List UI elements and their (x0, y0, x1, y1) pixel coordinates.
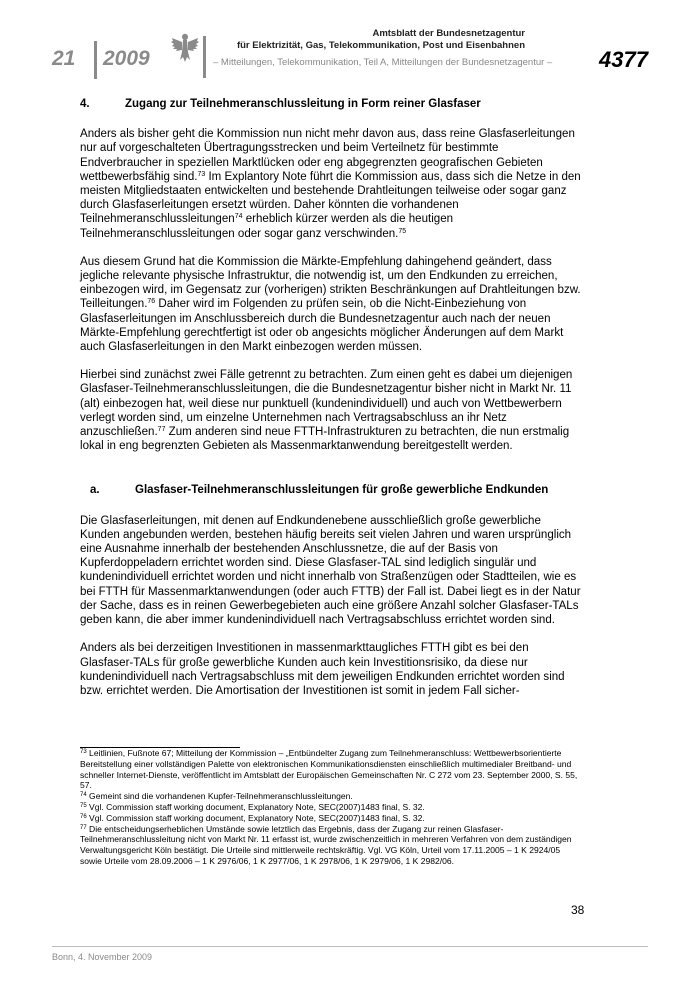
footnote (80, 813, 582, 824)
footer-date: Bonn, 4. November 2009 (52, 952, 153, 962)
footnote-mark: 73 (80, 749, 87, 755)
footnote (80, 802, 582, 813)
footnote (80, 824, 582, 867)
paragraph (80, 255, 582, 354)
issue-number: 21 (52, 47, 76, 70)
paragraph (80, 368, 582, 453)
footnote-mark: 75 (80, 802, 87, 809)
footnote-text: Leitlinien, Fußnote 67; Mitteilung der Kommission – „Entbündelter Zugang zum Teilnehmeranschluss: Wettbewerbsorientierte Bereitstellung einer vollständigen Palette von elektronischen Kommunikationsdiensten einschließlich multimedialer Breitband- und schneller Internet-Dienste, veröffentlicht im Amtsblatt der Europäischen Gemeinschaften Nr. C 272 vom 23. September 2000, S. 55, 57. (80, 748, 578, 791)
paragraph: Die Glasfaserleitungen, mit denen auf Endkundenebene ausschließlich große gewerbliche Kunden angebunden werden, bestehen häufig bereits seit vielen Jahren und waren ursprünglich eine Ausnahme innerhalb der bestehenden Anschlussnetze, die auf der Basis von Kupferdoppeladern errichtet worden sind. Diese Glasfaser-TAL sind lediglich singulär und kundenindividuell errichtet worden und nicht innerhalb von Straßenzügen oder Stadtteilen, wie es bei FTTH für Massenmarktanwendungen (oder auch FTTB) der Fall ist. Dabei liegt es in der Natur der Sache, dass es in reinen Gewerbegebieten auch eine größere Anzahl solcher Glasfaser-TALs geben kann, die aber immer kundenindividuell nach Vertragsabschluss errichtet worden sind. (80, 514, 581, 627)
footnote-ref: 74 (234, 213, 243, 221)
footnote (80, 748, 582, 791)
section-title: Zugang zur Teilnehmeranschlussleitung in Form reiner Glasfaser (125, 98, 481, 110)
paragraph-text: erheblich kürzer werden als die heutigen Teilnehmeranschlussleitungen oder sogar ganz verschwinden. (80, 213, 454, 240)
paragraph-text: Hierbei sind zunächst zwei Fälle getrennt zu betrachten. Zum einen geht es dabei um diejenigen Glasfaser-Teilnehmeranschlussleitungen, die die Bundesnetzagentur bisher nicht in Markt Nr. 11 (alt) einbezogen hat, weil diese nur punktuell (kundenindividuell) und auch von Wettbewerbern verlegt worden sind, um einzelne Unternehmen nach Vertragsabschluss an ihr Netz anzuschließen. (80, 369, 573, 439)
footnote-ref: 77 (157, 426, 166, 434)
footnote-text: Die entscheidungserheblichen Umstände sowie letztlich das Ergebnis, dass der Zugang zur reinen Glasfaser-Teilnehmeranschlussleitung nicht von Markt Nr. 11 erfasst ist, wurde zwischenzeitlich in mehreren Verfahren von dem zuständigen Verwaltungsgericht Köln bestätigt. Die Urteile sind mittlerweile rechtskräftig. Vgl. VG Köln, Urteil vom 17.11.2005 – 1 K 2924/05 sowie Urteile vom 28.09.2006 – 1 K 2976/06, 1 K 2977/06, 1 K 2978/06, 1 K 2979/06, 1 K 2982/06. (80, 823, 572, 866)
subsection-heading (90, 483, 582, 497)
publication-title-line2: für Elektrizität, Gas, Telekommunikation, Post und Eisenbahnen (236, 40, 525, 51)
paragraph: Anders als bei derzeitigen Investitionen in massenmarkttaugliches FTTH gibt es bei den Glasfaser-TALs für große gewerbliche Kunden auch kein Investitionsrisiko, da diese nur kundenindividuell nach Vertragsabschluss mit dem jeweiligen Endkunden errichtet worden sind bzw. errichtet werden. Die Amortisation der Investitionen ist somit in jedem Fall sicher- (80, 642, 565, 697)
publication-subtitle: – Mitteilungen, Telekommunikation, Teil A, Mitteilungen der Bundesnetzagentur – (213, 57, 553, 68)
footnote-text: Vgl. Commission staff working document, Explanatory Note, SEC(2007)1483 final, S. 32. (86, 812, 425, 823)
footnote-text: Vgl. Commission staff working document, Explanatory Note, SEC(2007)1483 final, S. 32. (86, 801, 425, 812)
footnote-ref: 75 (398, 227, 407, 235)
paragraph (80, 127, 582, 241)
paragraph-text: Aus diesem Grund hat die Kommission die Märkte-Empfehlung dahingehend geändert, dass jegliche relevante physische Infrastruktur, die notwendig ist, um den Endkunden zu erreichen, einbezogen wird, im Gegensatz zur (vorherigen) strikten Beschränkungen auf Drahtleitungen bzw. Teilleitungen. (80, 255, 581, 311)
footer-divider (52, 946, 648, 947)
paragraph-text: Daher wird im Folgenden zu prüfen sein, ob die Nicht-Einbeziehung von Glasfaserleitungen im Anschlussbereich durch die Bundesnetzagentur auch nach der neuen Märkte-Empfehlung gerechtfertigt ist oder ob angesichts möglicher Änderungen auf dem Markt auch Glasfaserleitungen in den Markt einbezogen werden müssen. (80, 298, 564, 354)
document-page-number: 38 (571, 903, 585, 917)
footnote-text: Gemeint sind die vorhandenen Kupfer-Teilnehmeranschlussleitungen. (86, 791, 353, 802)
page-header (0, 0, 700, 85)
footnotes (80, 748, 582, 867)
subsection-title: Glasfaser-Teilnehmeranschlussleitungen für große gewerbliche Endkunden (135, 484, 549, 497)
section-number: 4. (80, 98, 90, 110)
footnote (80, 791, 582, 802)
footnote-mark: 74 (80, 792, 87, 799)
paragraph-text: Zum anderen sind neue FTTH-Infrastrukturen zu betrachten, die nun erstmalig lokal in eng begrenzten Gebieten als Massenmarktanwendung bereitgestellt werden. (80, 426, 570, 453)
paragraph-text: Im Explantory Note führt die Kommission aus, dass sich die Netze in den meisten Mitgliedstaaten entwickelten und bestehende Drahtleitungen teilweise oder sogar ganz durch Glasfaserleitungen ersetzt würden. Daher könnten die vorhandenen Teilnehmeranschlussleitungen (80, 170, 581, 226)
page-number: 4377 (599, 47, 648, 72)
footnote-ref: 76 (147, 298, 156, 306)
footnote-ref: 73 (197, 170, 206, 178)
subsection-number: a. (90, 484, 100, 497)
header-divider (94, 41, 97, 79)
footnote-mark: 77 (80, 824, 87, 831)
footnote-mark: 76 (80, 813, 87, 820)
federal-eagle-icon (170, 30, 200, 66)
publication-title (200, 28, 525, 52)
section-heading (80, 97, 582, 111)
issue-year: 2009 (103, 47, 150, 70)
main-content (80, 97, 582, 698)
paragraph-text: Anders als bisher geht die Kommission nun nicht mehr davon aus, dass reine Glasfaserleitungen nur auf vorgeschalteten Übertragungsstrecken und beim Verteilnetz für bestimmte Endverbraucher in speziellen Marktlücken oder eng abgegrenzten geografischen Gebieten wettbewerbsfähig sind. (80, 128, 575, 183)
publication-title-line1: Amtsblatt der Bundesnetzagentur (372, 28, 525, 39)
